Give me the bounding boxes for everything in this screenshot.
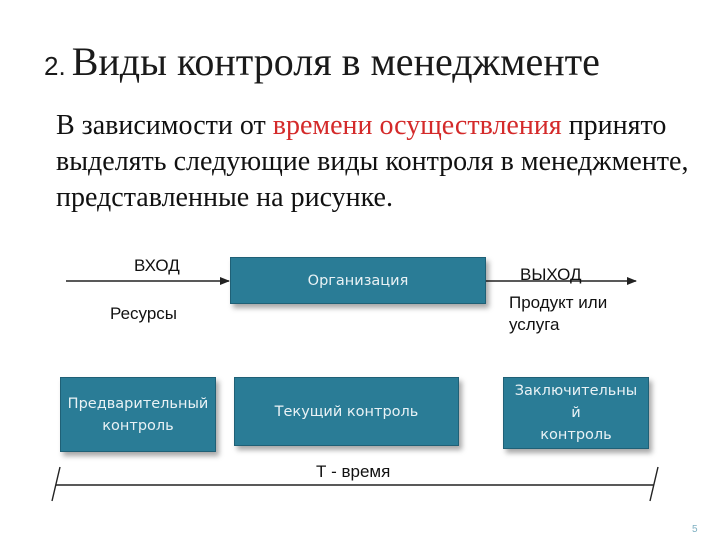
final-control-line2: й: [571, 405, 581, 421]
input-label: ВХОД: [134, 256, 180, 275]
organization-label: Организация: [307, 272, 409, 289]
preliminary-control-line2: контроль: [102, 417, 174, 434]
title-number: 2.: [44, 51, 66, 81]
body-text-part2: принято выделять следующие виды контроля в менеджменте, представленные на рисунке.: [56, 110, 689, 213]
page-number: 5: [692, 524, 698, 535]
current-control-label: Текущий контроль: [274, 403, 419, 420]
timeline-tick-end: [650, 467, 658, 501]
current-control-box: [234, 377, 459, 446]
output-label: ВЫХОД: [520, 265, 582, 284]
timeline-label: Т - время: [316, 462, 391, 481]
final-control-box: [503, 377, 649, 449]
product-label-line2: услуга: [509, 315, 560, 334]
final-control-line3: контроль: [540, 427, 612, 443]
body-text-part1: В зависимости от: [56, 110, 273, 141]
organization-box: [230, 257, 486, 304]
title-text: Виды контроля в менеджменте: [71, 39, 600, 84]
final-control-line1: Заключительны: [514, 383, 638, 399]
preliminary-control-line1: Предварительный: [67, 395, 209, 412]
timeline-tick-start: [52, 467, 60, 501]
preliminary-control-box: [60, 377, 216, 452]
product-label-line1: Продукт или: [509, 293, 608, 312]
product-label: [509, 292, 607, 336]
resources-label: Ресурсы: [110, 304, 178, 323]
body-text-highlight: времени осуществления: [272, 110, 562, 141]
